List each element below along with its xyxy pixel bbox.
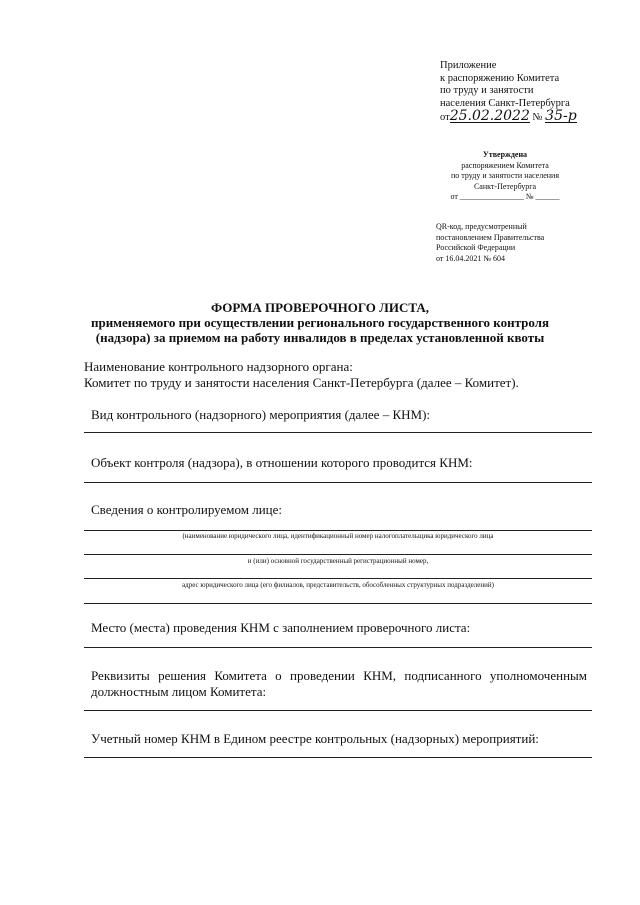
fill-line bbox=[84, 578, 592, 579]
authority-label: Наименование контрольного надзорного органа: bbox=[84, 359, 353, 374]
appendix-line: к распоряжению Комитета bbox=[440, 72, 560, 84]
field-caption: адрес юридического лица (его филиалов, представительств, обособленных структурных подразделений) bbox=[182, 581, 494, 589]
qr-note bbox=[436, 222, 544, 264]
approved-line: распоряжением Комитета bbox=[461, 160, 549, 170]
approved-line: по труду и занятости населения bbox=[450, 171, 560, 180]
handwritten-number: 35-р bbox=[545, 108, 577, 124]
appendix-line: населения Санкт-Петербурга bbox=[440, 97, 570, 109]
approved-date-line: от ________________ № ______ bbox=[450, 192, 560, 201]
qr-note-line: Российской Федерации bbox=[436, 243, 516, 252]
number-prefix: № bbox=[532, 112, 543, 123]
approved-heading: Утверждена bbox=[482, 150, 528, 159]
qr-note-line: от 16.04.2021 № 604 bbox=[436, 253, 506, 263]
registry-number-label: Учетный номер КНМ в Едином реестре контрольных (надзорных) мероприятий: bbox=[91, 731, 539, 746]
qr-note-line: QR-код, предусмотренный bbox=[436, 222, 527, 231]
authority-value: Комитет по труду и занятости населения Санкт-Петербурга (далее – Комитет). bbox=[84, 375, 519, 390]
field-caption: и (или) основной государственный регистрационный номер, bbox=[247, 557, 429, 565]
appendix-date-line bbox=[440, 110, 577, 125]
title-line: ФОРМА ПРОВЕРОЧНОГО ЛИСТА, bbox=[210, 300, 430, 315]
appendix-line: по труду и занятости bbox=[440, 85, 534, 96]
fill-line bbox=[84, 710, 592, 711]
fill-line bbox=[84, 757, 592, 758]
approved-block bbox=[430, 150, 580, 203]
controlled-person-label: Сведения о контролируемом лице: bbox=[91, 502, 283, 517]
decision-label-line2: должностным лицом Комитета: bbox=[91, 684, 267, 699]
knm-type-label: Вид контрольного (надзорного) мероприятия (далее – КНМ): bbox=[91, 407, 431, 422]
handwritten-date: 25.02.2022 bbox=[449, 108, 530, 124]
appendix-line: Приложение bbox=[440, 60, 497, 71]
fill-line bbox=[84, 647, 592, 648]
fill-line bbox=[84, 554, 592, 555]
approved-line: Санкт-Петербурга bbox=[473, 181, 537, 191]
place-label: Место (места) проведения КНМ с заполнением проверочного листа: bbox=[91, 620, 471, 635]
qr-note-line: постановлением Правительства bbox=[436, 232, 545, 242]
field-caption: (наименование юридического лица, идентификационный номер налогоплательщика юридического лица bbox=[182, 532, 494, 540]
fill-line bbox=[84, 432, 592, 433]
decision-label-line1: Реквизиты решения Комитета о проведении КНМ, подписанного уполномоченным bbox=[91, 668, 587, 683]
control-object-label: Объект контроля (надзора), в отношении которого проводится КНМ: bbox=[91, 455, 473, 470]
fill-line bbox=[84, 530, 592, 531]
date-prefix: от bbox=[440, 112, 450, 123]
appendix-block bbox=[440, 60, 577, 125]
fill-line bbox=[84, 603, 592, 604]
fill-line bbox=[84, 482, 592, 483]
title-line: применяемого при осуществлении регионального государственного контроля bbox=[90, 315, 550, 330]
title-line: (надзора) за приемом на работу инвалидов в пределах установленной квоты bbox=[95, 330, 545, 345]
document-title bbox=[60, 300, 580, 345]
